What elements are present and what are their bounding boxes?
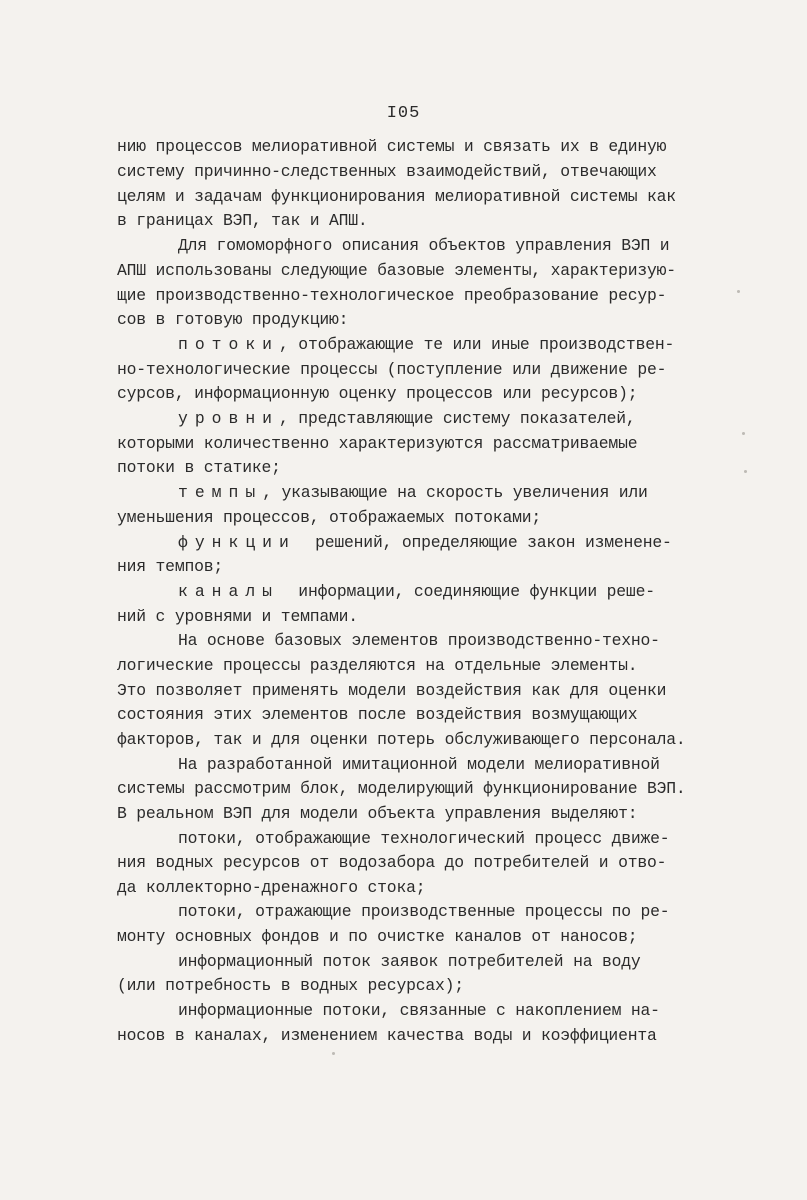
line-text: информации, соединяющие функции реше- — [279, 582, 655, 601]
line-text: ния водных ресурсов от водозабора до потребителей и отво- — [117, 853, 667, 872]
page-number: I05 — [386, 104, 421, 123]
line-text: систему причинно-следственных взаимодействий, отвечающих — [117, 162, 657, 181]
line-text: уменьшения процессов, отображаемых потоками; — [117, 508, 541, 527]
line-text: логические процессы разделяются на отдельные элементы. — [117, 656, 638, 675]
line-text: Для гомоморфного описания объектов управления ВЭП и — [178, 236, 670, 255]
text-line — [117, 460, 281, 476]
line-text: ния темпов; — [117, 557, 223, 576]
paper-speck — [744, 470, 747, 473]
text-line — [117, 510, 541, 526]
line-text: ний с уровнями и темпами. — [117, 607, 358, 626]
line-text: факторов, так и для оценки потерь обслуживающего персонала. — [117, 730, 686, 749]
emphasized-term: каналы — [178, 582, 280, 601]
text-line — [117, 386, 637, 402]
text-line — [117, 781, 686, 797]
line-text: На разработанной имитационной модели мелиоративной — [178, 755, 660, 774]
line-text: сурсов, информационную оценку процессов или ресурсов); — [117, 384, 638, 403]
text-line — [178, 337, 674, 353]
text-line — [117, 436, 637, 452]
line-text: щие производственно-технологическое преобразование ресур- — [117, 286, 667, 305]
line-text: , указывающие на скорость увеличения или — [262, 483, 648, 502]
text-line — [117, 880, 425, 896]
line-text: решений, определяющие закон изменене- — [295, 533, 672, 552]
emphasized-term: функции — [178, 533, 296, 552]
text-line — [178, 485, 648, 501]
text-line — [117, 1028, 657, 1044]
text-line — [178, 954, 641, 970]
text-line — [178, 904, 669, 920]
text-line — [117, 609, 358, 625]
line-text: целям и задачам функционирования мелиоративной системы как — [117, 187, 676, 206]
text-line — [117, 978, 464, 994]
line-text: АПШ использованы следующие базовые элементы, характеризую- — [117, 261, 676, 280]
text-line — [178, 831, 669, 847]
text-line — [117, 806, 637, 822]
line-text: потоки в статике; — [117, 458, 281, 477]
text-line — [178, 757, 660, 773]
line-text: информационные потоки, связанные с накоплением на- — [178, 1001, 660, 1020]
line-text: (или потребность в водных ресурсах); — [117, 976, 464, 995]
line-text: носов в каналах, изменением качества воды и коэффициента — [117, 1026, 657, 1045]
line-text: да коллекторно-дренажного стока; — [117, 878, 426, 897]
line-text: которыми количественно характеризуются рассматриваемые — [117, 434, 638, 453]
paper-speck — [742, 432, 745, 435]
line-text: состояния этих элементов после воздействия возмущающих — [117, 705, 638, 724]
text-line — [117, 139, 666, 155]
text-line — [178, 1003, 660, 1019]
text-line — [117, 362, 666, 378]
line-text: в границах ВЭП, так и АПШ. — [117, 211, 368, 230]
text-line — [117, 559, 223, 575]
text-line — [178, 411, 636, 427]
emphasized-term: уровни — [178, 409, 280, 428]
text-line — [117, 707, 637, 723]
line-text: нию процессов мелиоративной системы и связать их в единую — [117, 137, 667, 156]
line-text: потоки, отображающие технологический процесс движе- — [178, 829, 670, 848]
text-line — [117, 263, 676, 279]
line-text: В реальном ВЭП для модели объекта управления выделяют: — [117, 804, 638, 823]
line-text: Это позволяет применять модели воздействия как для оценки — [117, 681, 667, 700]
line-text: информационный поток заявок потребителей на воду — [178, 952, 641, 971]
text-line — [117, 929, 637, 945]
line-text: , отображающие те или иные производствен- — [279, 335, 675, 354]
line-text: сов в готовую продукцию: — [117, 310, 349, 329]
text-line — [178, 238, 669, 254]
text-line — [117, 213, 368, 229]
text-line — [117, 732, 686, 748]
line-text: монту основных фондов и по очистке каналов от наносов; — [117, 927, 638, 946]
text-line — [117, 288, 666, 304]
line-text: На основе базовых элементов производственно-техно- — [178, 631, 660, 650]
text-line — [178, 584, 655, 600]
text-line — [117, 312, 348, 328]
paper-speck — [332, 1052, 335, 1055]
text-line — [178, 633, 660, 649]
line-text: системы рассмотрим блок, моделирующий функционирование ВЭП. — [117, 779, 686, 798]
emphasized-term: потоки — [178, 335, 280, 354]
text-line — [117, 855, 666, 871]
text-line — [117, 683, 666, 699]
text-line — [117, 189, 676, 205]
text-line — [178, 535, 672, 551]
text-line — [117, 164, 657, 180]
emphasized-term: темпы — [178, 483, 263, 502]
line-text: потоки, отражающие производственные процессы по ре- — [178, 902, 670, 921]
text-line — [117, 658, 637, 674]
line-text: но-технологические процессы (поступление или движение ре- — [117, 360, 667, 379]
paper-speck — [737, 290, 740, 293]
line-text: , представляющие систему показателей, — [279, 409, 636, 428]
